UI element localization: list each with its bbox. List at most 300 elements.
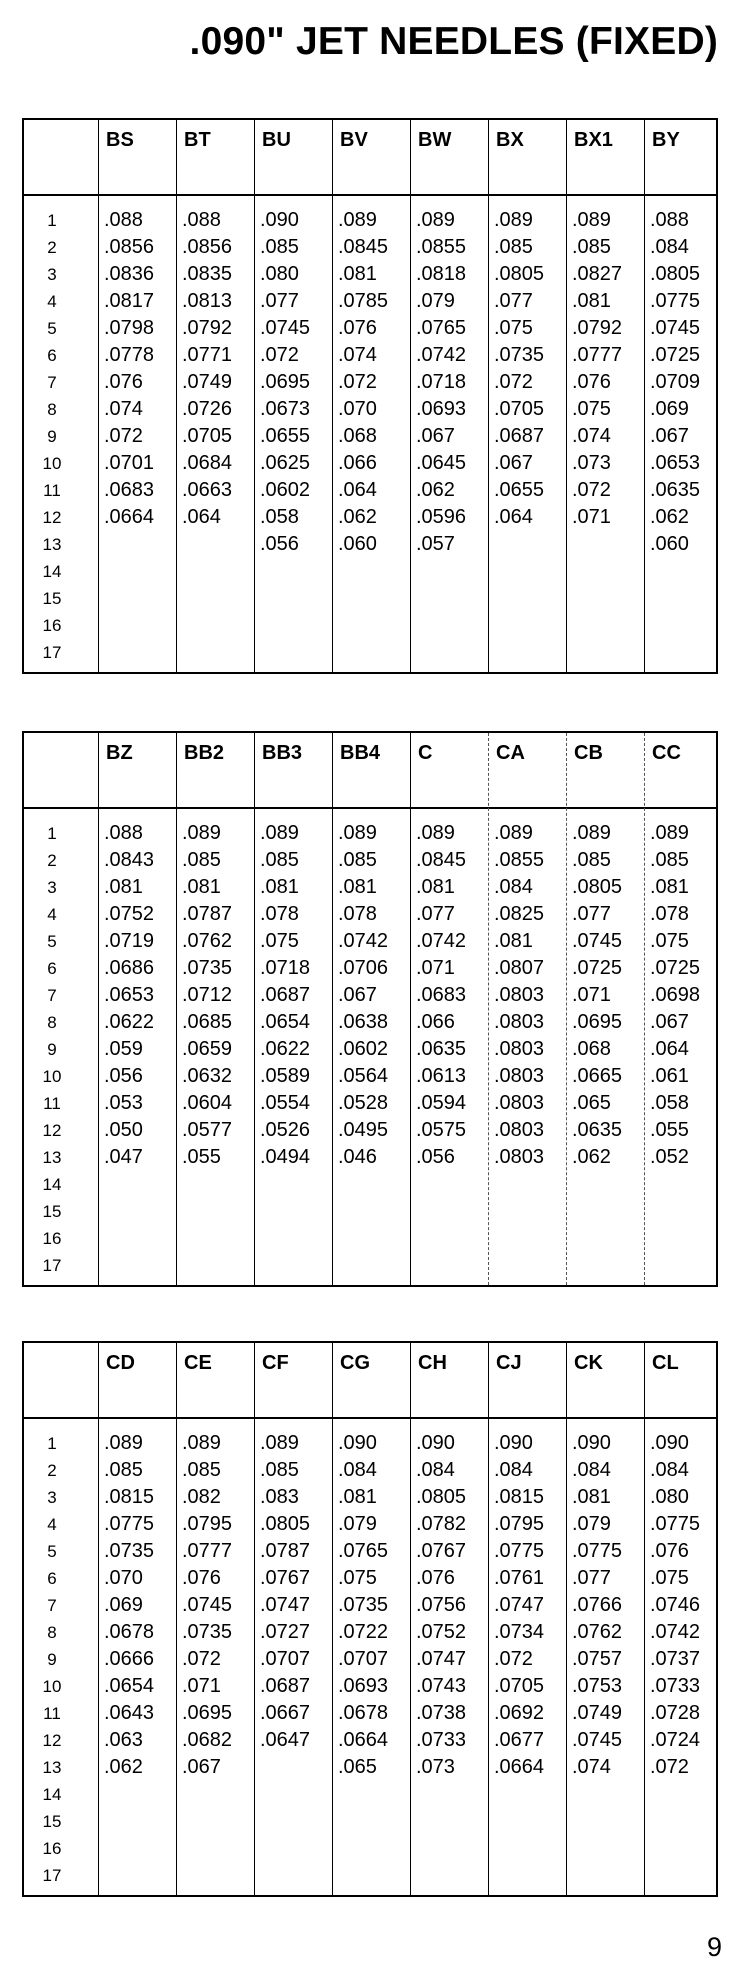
table-cell: .0795 [182, 1513, 233, 1535]
column-header: BX1 [574, 129, 613, 151]
table-cell: .0577 [182, 1119, 233, 1141]
table-cell: .072 [494, 1648, 533, 1670]
table-cell: .090 [572, 1432, 611, 1454]
table-cell: .0728 [650, 1702, 701, 1724]
table-cell: .079 [338, 1513, 377, 1535]
table-cell: .089 [182, 1432, 221, 1454]
table-cell: .056 [104, 1065, 143, 1087]
column-divider [488, 120, 489, 672]
table-cell: .0856 [104, 236, 155, 258]
table-cell: .0635 [416, 1038, 467, 1060]
table-cell: .0734 [494, 1621, 545, 1643]
table-cell: .085 [338, 849, 377, 871]
table-cell: .081 [338, 263, 377, 285]
table-cell: .072 [650, 1756, 689, 1778]
table-cell: .065 [338, 1756, 377, 1778]
table-cell: .0735 [338, 1594, 389, 1616]
table-cell: .085 [650, 849, 689, 871]
table-cell: .0589 [260, 1065, 311, 1087]
column-header: CB [574, 742, 603, 764]
table-cell: .0742 [338, 930, 389, 952]
table-cell: .0762 [572, 1621, 623, 1643]
table-cell: .0678 [104, 1621, 155, 1643]
table-cell: .0575 [416, 1119, 467, 1141]
table-cell: .071 [572, 984, 611, 1006]
table-cell: .062 [650, 506, 689, 528]
table-cell: .0654 [104, 1675, 155, 1697]
table-cell: .0803 [494, 1092, 545, 1114]
row-label: 16 [42, 1839, 62, 1858]
row-label: 16 [42, 616, 62, 635]
table-cell: .085 [260, 236, 299, 258]
table-cell: .0564 [338, 1065, 389, 1087]
column-header: BB2 [184, 742, 225, 764]
table-cell: .0655 [494, 479, 545, 501]
table-cell: .081 [260, 876, 299, 898]
row-label: 9 [47, 427, 57, 446]
table-cell: .0777 [182, 1540, 233, 1562]
table-cell: .076 [650, 1540, 689, 1562]
table-cell: .0594 [416, 1092, 467, 1114]
table-cell: .0771 [182, 344, 233, 366]
table-cell: .0613 [416, 1065, 467, 1087]
table-cell: .062 [416, 479, 455, 501]
table-cell: .0733 [650, 1675, 701, 1697]
table-cell: .0722 [338, 1621, 389, 1643]
table-cell: .0687 [260, 984, 311, 1006]
table-cell: .0762 [182, 930, 233, 952]
table-cell: .057 [416, 533, 455, 555]
table-cell: .089 [182, 822, 221, 844]
table-cell: .088 [104, 822, 143, 844]
column-divider [254, 733, 255, 1285]
table-cell: .0765 [416, 317, 467, 339]
row-label: 8 [47, 1013, 57, 1032]
table-cell: .0645 [416, 452, 467, 474]
table-cell: .0803 [494, 1038, 545, 1060]
table-cell: .074 [104, 398, 143, 420]
table-cell: .084 [650, 1459, 689, 1481]
table-cell: .090 [416, 1432, 455, 1454]
table-cell: .081 [572, 290, 611, 312]
table-cell: .062 [572, 1146, 611, 1168]
table-cell: .058 [650, 1092, 689, 1114]
table-cell: .0805 [416, 1486, 467, 1508]
table-cell: .085 [260, 849, 299, 871]
table-cell: .074 [572, 1756, 611, 1778]
table-cell: .0733 [416, 1729, 467, 1751]
table-cell: .0745 [650, 317, 701, 339]
table-cell: .082 [182, 1486, 221, 1508]
table-cell: .0706 [338, 957, 389, 979]
table-cell: .0693 [416, 398, 467, 420]
table-cell: .072 [182, 1648, 221, 1670]
row-label: 12 [42, 1731, 62, 1750]
table-cell: .0684 [182, 452, 233, 474]
table-cell: .078 [650, 903, 689, 925]
table-cell: .0701 [104, 452, 155, 474]
row-label: 7 [47, 986, 57, 1005]
table-cell: .062 [104, 1756, 143, 1778]
table-cell: .0745 [572, 930, 623, 952]
row-label: 12 [42, 508, 62, 527]
column-divider [566, 1343, 567, 1895]
table-cell: .075 [572, 398, 611, 420]
table-cell: .071 [182, 1675, 221, 1697]
page-number: 9 [706, 1932, 722, 1962]
table-cell: .0742 [650, 1621, 701, 1643]
table-cell: .0647 [260, 1729, 311, 1751]
table-cell: .090 [650, 1432, 689, 1454]
row-label: 3 [47, 265, 57, 284]
table-cell: .0805 [650, 263, 701, 285]
table-cell: .0749 [572, 1702, 623, 1724]
table-cell: .0743 [416, 1675, 467, 1697]
row-label: 9 [47, 1650, 57, 1669]
row-label: 13 [42, 535, 62, 554]
table-cell: .0747 [260, 1594, 311, 1616]
table-cell: .0805 [260, 1513, 311, 1535]
row-label: 6 [47, 959, 57, 978]
table-cell: .0775 [572, 1540, 623, 1562]
column-divider [98, 1343, 99, 1895]
table-cell: .089 [572, 822, 611, 844]
column-divider [332, 120, 333, 672]
table-cell: .081 [338, 876, 377, 898]
table-cell: .0719 [104, 930, 155, 952]
row-label: 7 [47, 1596, 57, 1615]
column-divider [254, 1343, 255, 1895]
table-cell: .0718 [416, 371, 467, 393]
row-label: 17 [42, 643, 62, 662]
table-cell: .085 [260, 1459, 299, 1481]
table-cell: .077 [494, 290, 533, 312]
row-label: 2 [47, 851, 57, 870]
table-cell: .0745 [182, 1594, 233, 1616]
table-cell: .0664 [494, 1756, 545, 1778]
table-cell: .077 [416, 903, 455, 925]
table-cell: .0678 [338, 1702, 389, 1724]
table-cell: .067 [182, 1756, 221, 1778]
table-cell: .0737 [650, 1648, 701, 1670]
table-cell: .052 [650, 1146, 689, 1168]
table-cell: .0775 [104, 1513, 155, 1535]
table-cell: .081 [494, 930, 533, 952]
table-cell: .0725 [650, 957, 701, 979]
table-cell: .0698 [650, 984, 701, 1006]
table-cell: .0695 [572, 1011, 623, 1033]
table-cell: .065 [572, 1092, 611, 1114]
table-cell: .0749 [182, 371, 233, 393]
table-cell: .074 [572, 425, 611, 447]
table-cell: .066 [338, 452, 377, 474]
table-cell: .084 [494, 876, 533, 898]
table-cell: .090 [494, 1432, 533, 1454]
table-cell: .090 [260, 209, 299, 231]
table-cell: .079 [416, 290, 455, 312]
table-cell: .0705 [182, 425, 233, 447]
table-cell: .075 [260, 930, 299, 952]
table-cell: .0752 [416, 1621, 467, 1643]
table-cell: .084 [650, 236, 689, 258]
row-label: 3 [47, 878, 57, 897]
table-cell: .0815 [104, 1486, 155, 1508]
table-cell: .064 [338, 479, 377, 501]
table-cell: .0787 [182, 903, 233, 925]
table-cell: .0775 [650, 1513, 701, 1535]
column-divider [488, 1343, 489, 1895]
table-cell: .0495 [338, 1119, 389, 1141]
column-divider [566, 733, 567, 1285]
table-cell: .0735 [104, 1540, 155, 1562]
table-cell: .089 [650, 822, 689, 844]
table-cell: .077 [572, 903, 611, 925]
row-label: 6 [47, 1569, 57, 1588]
column-header: CF [262, 1352, 289, 1374]
table-cell: .0665 [572, 1065, 623, 1087]
table-cell: .0785 [338, 290, 389, 312]
table-cell: .067 [650, 425, 689, 447]
table-cell: .089 [494, 822, 533, 844]
column-divider [332, 733, 333, 1285]
table-cell: .084 [338, 1459, 377, 1481]
table-cell: .0712 [182, 984, 233, 1006]
table-cell: .067 [494, 452, 533, 474]
table-cell: .081 [182, 876, 221, 898]
row-label: 7 [47, 373, 57, 392]
table-cell: .0625 [260, 452, 311, 474]
table-cell: .073 [572, 452, 611, 474]
table-cell: .0836 [104, 263, 155, 285]
column-header: BW [418, 129, 452, 151]
table-cell: .0653 [104, 984, 155, 1006]
table-cell: .081 [104, 876, 143, 898]
table-cell: .0845 [338, 236, 389, 258]
column-divider [644, 733, 645, 1285]
row-label: 1 [47, 824, 57, 843]
table-cell: .061 [650, 1065, 689, 1087]
table-cell: .0735 [182, 957, 233, 979]
table-cell: .0725 [650, 344, 701, 366]
row-label: 4 [47, 292, 57, 311]
table-cell: .0622 [260, 1038, 311, 1060]
table-cell: .0803 [494, 1065, 545, 1087]
table-cell: .0787 [260, 1540, 311, 1562]
table-cell: .0775 [494, 1540, 545, 1562]
table-cell: .067 [338, 984, 377, 1006]
table-cell: .060 [650, 533, 689, 555]
table-cell: .077 [572, 1567, 611, 1589]
row-label: 14 [42, 1785, 62, 1804]
row-label: 13 [42, 1148, 62, 1167]
column-header: BT [184, 129, 211, 151]
page-title: .090" JET NEEDLES (FIXED) [189, 20, 718, 63]
table-cell: .085 [494, 236, 533, 258]
table-cell: .0767 [260, 1567, 311, 1589]
table-cell: .0766 [572, 1594, 623, 1616]
table-cell: .079 [572, 1513, 611, 1535]
table-cell: .089 [338, 209, 377, 231]
table-cell: .0805 [572, 876, 623, 898]
table-cell: .063 [104, 1729, 143, 1751]
row-label: 12 [42, 1121, 62, 1140]
table-cell: .081 [650, 876, 689, 898]
row-label: 6 [47, 346, 57, 365]
table-cell: .0825 [494, 903, 545, 925]
table-cell: .0855 [494, 849, 545, 871]
column-header: CE [184, 1352, 212, 1374]
table-cell: .0709 [650, 371, 701, 393]
table-cell: .059 [104, 1038, 143, 1060]
table-cell: .0735 [494, 344, 545, 366]
table-cell: .0775 [650, 290, 701, 312]
table-cell: .080 [260, 263, 299, 285]
table-cell: .0813 [182, 290, 233, 312]
table-cell: .0725 [572, 957, 623, 979]
table-cell: .0765 [338, 1540, 389, 1562]
table-cell: .088 [182, 209, 221, 231]
column-header: BB3 [262, 742, 303, 764]
column-header: CD [106, 1352, 135, 1374]
table-cell: .089 [572, 209, 611, 231]
table-cell: .0685 [182, 1011, 233, 1033]
table-cell: .058 [260, 506, 299, 528]
table-cell: .0718 [260, 957, 311, 979]
table-cell: .0528 [338, 1092, 389, 1114]
table-cell: .0792 [572, 317, 623, 339]
table-cell: .075 [650, 930, 689, 952]
table-cell: .0638 [338, 1011, 389, 1033]
table-cell: .0778 [104, 344, 155, 366]
table-cell: .069 [650, 398, 689, 420]
table-cell: .055 [650, 1119, 689, 1141]
table-cell: .071 [572, 506, 611, 528]
row-label: 5 [47, 932, 57, 951]
column-header: CH [418, 1352, 447, 1374]
table-cell: .088 [650, 209, 689, 231]
column-header: CL [652, 1352, 679, 1374]
column-header: CJ [496, 1352, 522, 1374]
row-label: 4 [47, 1515, 57, 1534]
table-cell: .076 [182, 1567, 221, 1589]
table-cell: .0845 [416, 849, 467, 871]
table-cell: .085 [182, 1459, 221, 1481]
table-cell: .0777 [572, 344, 623, 366]
table-cell: .0695 [182, 1702, 233, 1724]
table-cell: .0726 [182, 398, 233, 420]
table-cell: .064 [494, 506, 533, 528]
table-cell: .0707 [338, 1648, 389, 1670]
table-cell: .0622 [104, 1011, 155, 1033]
row-label: 11 [43, 481, 61, 500]
table-cell: .072 [572, 479, 611, 501]
row-label: 14 [42, 1175, 62, 1194]
table-cell: .076 [104, 371, 143, 393]
table-cell: .0677 [494, 1729, 545, 1751]
table-cell: .085 [572, 236, 611, 258]
table-cell: .0695 [260, 371, 311, 393]
table-cell: .0635 [650, 479, 701, 501]
column-header: CK [574, 1352, 603, 1374]
column-divider [644, 120, 645, 672]
table-cell: .068 [338, 425, 377, 447]
table-cell: .0683 [104, 479, 155, 501]
table-cell: .066 [416, 1011, 455, 1033]
table-cell: .0815 [494, 1486, 545, 1508]
row-label: 2 [47, 1461, 57, 1480]
row-label: 17 [42, 1866, 62, 1885]
table-cell: .076 [338, 317, 377, 339]
table-cell: .072 [260, 344, 299, 366]
table-cell: .0747 [494, 1594, 545, 1616]
table-cell: .0746 [650, 1594, 701, 1616]
row-label: 9 [47, 1040, 57, 1059]
needle-table-2 [22, 731, 718, 1287]
table-cell: .0803 [494, 1146, 545, 1168]
table-cell: .075 [338, 1567, 377, 1589]
table-cell: .062 [338, 506, 377, 528]
table-cell: .053 [104, 1092, 143, 1114]
table-cell: .0752 [104, 903, 155, 925]
row-label: 10 [42, 1067, 62, 1086]
column-divider [410, 733, 411, 1285]
table-cell: .070 [104, 1567, 143, 1589]
column-header: BY [652, 129, 680, 151]
table-cell: .078 [338, 903, 377, 925]
column-divider [176, 733, 177, 1285]
table-cell: .0727 [260, 1621, 311, 1643]
table-cell: .0807 [494, 957, 545, 979]
table-cell: .081 [338, 1486, 377, 1508]
column-divider [254, 120, 255, 672]
table-cell: .0843 [104, 849, 155, 871]
column-divider [176, 120, 177, 672]
table-cell: .085 [104, 1459, 143, 1481]
table-cell: .0693 [338, 1675, 389, 1697]
column-header: BX [496, 129, 524, 151]
table-cell: .0792 [182, 317, 233, 339]
row-label: 4 [47, 905, 57, 924]
table-cell: .0798 [104, 317, 155, 339]
column-divider [332, 1343, 333, 1895]
column-divider [98, 120, 99, 672]
table-cell: .047 [104, 1146, 143, 1168]
table-cell: .0673 [260, 398, 311, 420]
table-cell: .0705 [494, 1675, 545, 1697]
table-cell: .089 [260, 1432, 299, 1454]
column-header: BS [106, 129, 134, 151]
table-cell: .064 [182, 506, 221, 528]
table-cell: .0682 [182, 1729, 233, 1751]
row-label: 11 [43, 1094, 61, 1113]
table-cell: .0686 [104, 957, 155, 979]
table-cell: .089 [104, 1432, 143, 1454]
table-cell: .089 [416, 209, 455, 231]
table-cell: .0753 [572, 1675, 623, 1697]
table-cell: .0738 [416, 1702, 467, 1724]
table-cell: .0817 [104, 290, 155, 312]
table-cell: .076 [416, 1567, 455, 1589]
column-divider [410, 1343, 411, 1895]
table-cell: .084 [494, 1459, 533, 1481]
table-cell: .0664 [338, 1729, 389, 1751]
table-cell: .0687 [494, 425, 545, 447]
column-header: BU [262, 129, 291, 151]
table-cell: .072 [104, 425, 143, 447]
row-label: 16 [42, 1229, 62, 1248]
table-cell: .0761 [494, 1567, 545, 1589]
table-cell: .089 [416, 822, 455, 844]
